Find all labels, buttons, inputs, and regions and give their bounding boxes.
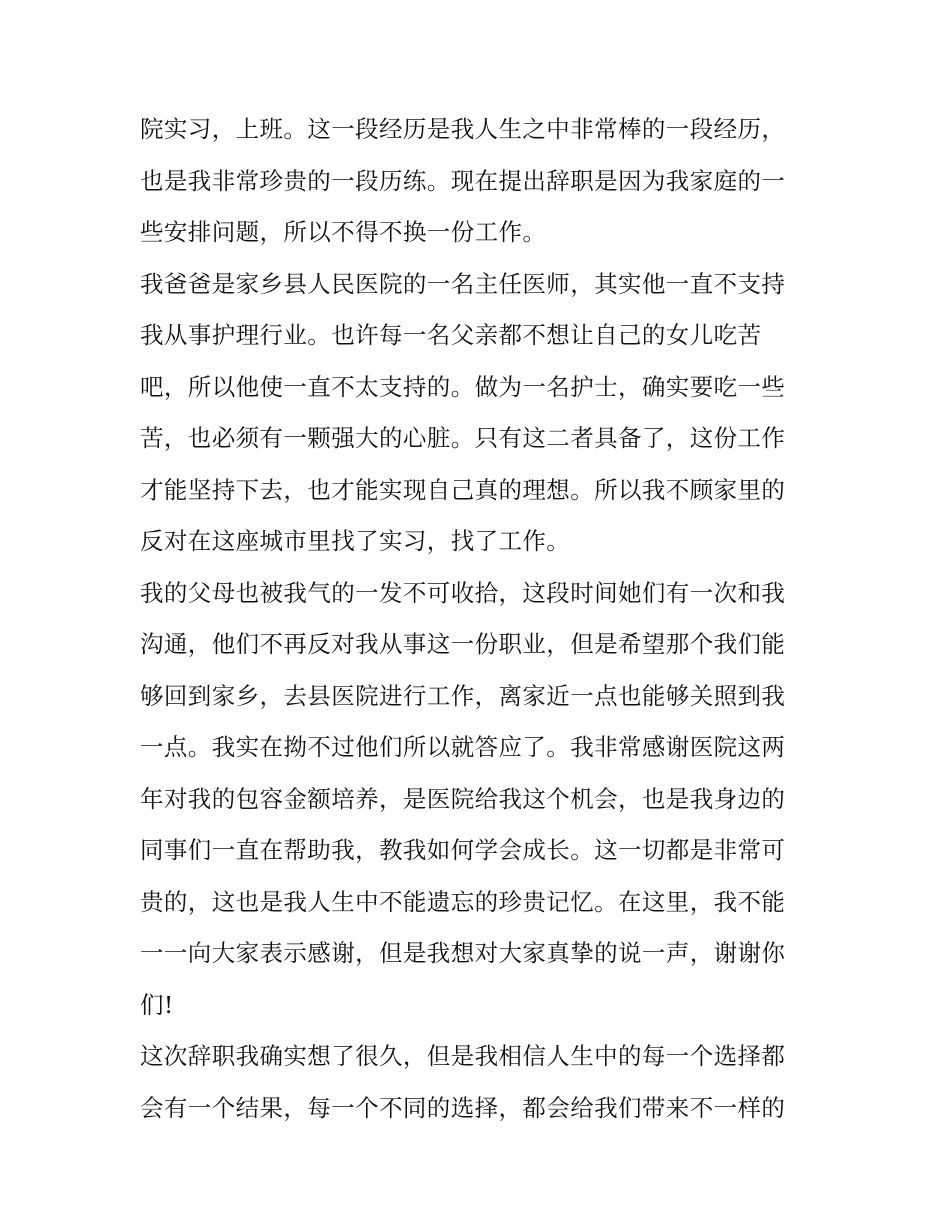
- text-line: 我的父母也被我气的一发不可收拾，这段时间她们有一次和我: [140, 578, 786, 607]
- paragraph-2: [140, 259, 820, 568]
- paragraph-4: [140, 1031, 820, 1134]
- text-line: 苦，也必须有一颗强大的心脏。只有这二者具备了，这份工作: [140, 424, 786, 452]
- text-line: 我爸爸是家乡县人民医院的一名主任医师，其实他一直不支持: [140, 269, 786, 298]
- text-line: 年对我的包容金额培养，是医院给我这个机会，也是我身边的: [140, 784, 786, 813]
- text-line: 反对在这座城市里找了实习，找了工作。: [140, 527, 571, 555]
- text-line: 院实习，上班。这一段经历是我人生之中非常棒的一段经历，: [140, 115, 786, 143]
- text-line: 一一向大家表示感谢，但是我想对大家真挚的说一声，谢谢你: [140, 939, 786, 967]
- text-line: 会有一个结果，每一个不同的选择，都会给我们带来不一样的: [140, 1093, 786, 1122]
- paragraph-1: [140, 104, 820, 259]
- document-body: [140, 104, 820, 1134]
- text-line: 够回到家乡，去县医院进行工作，离家近一点也能够关照到我: [140, 681, 786, 710]
- text-line: 吧，所以他使一直不太支持的。做为一名护士，确实要吃一些: [140, 372, 786, 401]
- paragraph-3: [140, 568, 820, 1032]
- text-line: 沟通，他们不再反对我从事这一份职业，但是希望那个我们能: [140, 630, 786, 658]
- text-line: 些安排问题，所以不得不换一份工作。: [140, 218, 547, 246]
- text-line: 这次辞职我确实想了很久，但是我相信人生中的每一个选择都: [140, 1042, 786, 1070]
- text-line: 贵的，这也是我人生中不能遗忘的珍贵记忆。在这里，我不能: [140, 887, 786, 916]
- text-line: 我从事护理行业。也许每一名父亲都不想让自己的女儿吃苦: [140, 321, 762, 349]
- text-line: 才能坚持下去，也才能实现自己真的理想。所以我不顾家里的: [140, 475, 786, 504]
- text-line: 们!: [140, 990, 174, 1019]
- text-line: 同事们一直在帮助我，教我如何学会成长。这一切都是非常可: [140, 836, 786, 864]
- text-line: 一点。我实在拗不过他们所以就答应了。我非常感谢医院这两: [140, 733, 786, 761]
- text-line: 也是我非常珍贵的一段历练。现在提出辞职是因为我家庭的一: [140, 166, 786, 195]
